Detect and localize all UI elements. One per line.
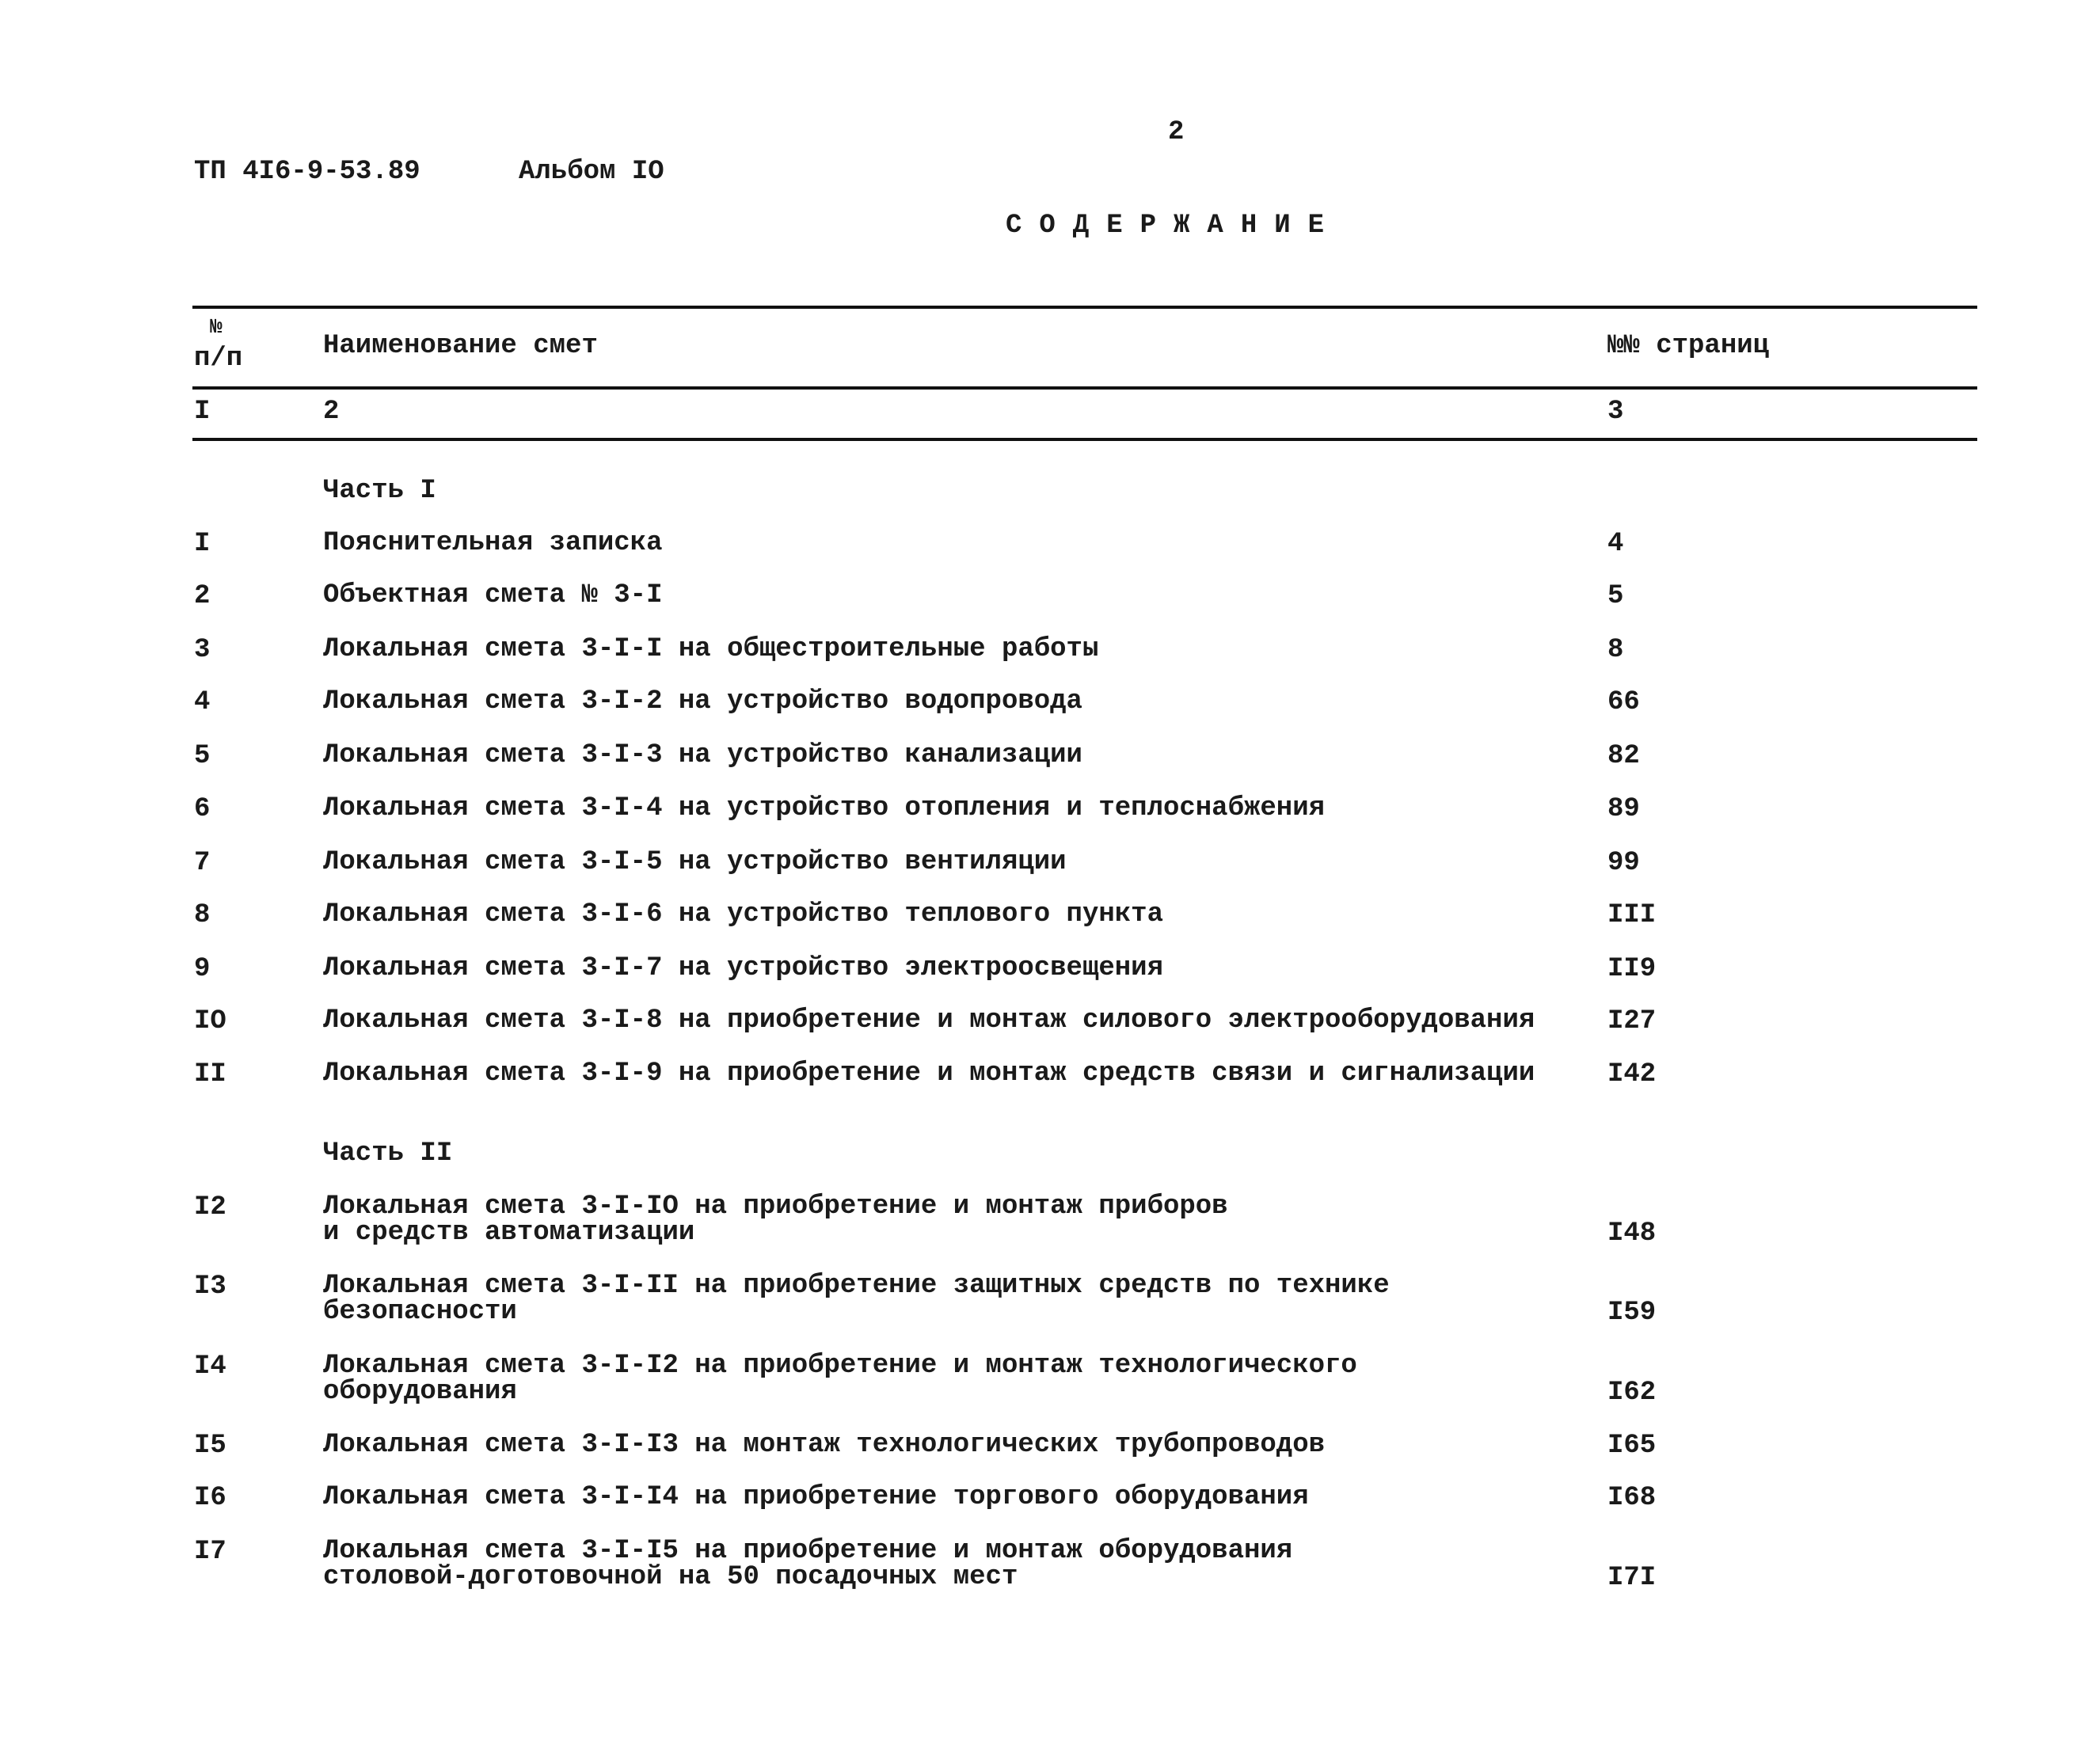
row-page: I59: [1607, 1298, 1657, 1328]
row-name: Локальная смета 3-I-I5 на приобретение и монтаж оборудования: [323, 1536, 1293, 1566]
row-number: 6: [194, 794, 211, 824]
page-number: 2: [1168, 117, 1185, 147]
row-page: II9: [1607, 954, 1657, 984]
row-name: Локальная смета 3-I-9 на приобретение и монтаж средств связи и сигнализации: [323, 1059, 1535, 1089]
row-number: II: [194, 1059, 226, 1089]
row-name: Локальная смета 3-I-5 на устройство вентиляции: [323, 847, 1067, 877]
row-number: I7: [194, 1537, 226, 1567]
section-title: Часть I: [323, 476, 436, 506]
row-number: I2: [194, 1192, 226, 1222]
row-name: Локальная смета 3-I-I3 на монтаж технологических трубопроводов: [323, 1430, 1326, 1460]
column-header-name: Наименование смет: [323, 331, 598, 361]
row-page: I48: [1607, 1218, 1657, 1249]
row-page: I27: [1607, 1006, 1657, 1036]
row-name: Локальная смета 3-I-6 на устройство теплового пункта: [323, 899, 1163, 930]
row-number: I6: [194, 1483, 226, 1513]
row-page: 82: [1607, 741, 1640, 771]
row-page: I7I: [1607, 1563, 1657, 1593]
row-number: 9: [194, 954, 211, 984]
row-page: III: [1607, 900, 1657, 930]
column-header-num-bottom: п/п: [194, 344, 243, 374]
row-name: Локальная смета 3-I-IO на приобретение и монтаж приборов: [323, 1192, 1228, 1222]
row-page: I62: [1607, 1378, 1657, 1408]
row-number: I4: [194, 1352, 226, 1382]
row-page: I42: [1607, 1059, 1657, 1089]
row-number: 8: [194, 900, 211, 930]
row-number: I5: [194, 1431, 226, 1461]
row-name: Локальная смета 3-I-4 на устройство отопления и теплоснабжения: [323, 793, 1326, 823]
section-title: Часть II: [323, 1139, 453, 1169]
row-name: столовой-доготовочной на 50 посадочных мест: [323, 1562, 1018, 1592]
row-name: Локальная смета 3-I-I2 на приобретение и монтаж технологического: [323, 1351, 1357, 1381]
row-name: Локальная смета 3-I-2 на устройство водопровода: [323, 686, 1082, 717]
row-name: Локальная смета 3-I-I на общестроительные работы: [323, 634, 1099, 664]
row-number: 5: [194, 741, 211, 771]
row-name: Объектная смета № 3-I: [323, 580, 663, 610]
table-header-rule: [192, 386, 1977, 390]
row-name: Пояснительная записка: [323, 528, 663, 558]
row-number: 7: [194, 848, 211, 878]
table-numbers-rule: [192, 438, 1977, 441]
row-name: Локальная смета 3-I-8 на приобретение и монтаж силового электрооборудования: [323, 1006, 1535, 1036]
row-page: I65: [1607, 1431, 1657, 1461]
column-number-3: 3: [1607, 397, 1624, 427]
album-label: Альбом IO: [519, 157, 664, 187]
row-page: 89: [1607, 794, 1640, 824]
table-top-rule: [192, 306, 1977, 309]
row-page: 66: [1607, 687, 1640, 717]
row-page: 5: [1607, 581, 1624, 611]
row-name: и средств автоматизации: [323, 1218, 695, 1248]
row-name: Локальная смета 3-I-II на приобретение защитных средств по технике: [323, 1271, 1390, 1301]
row-number: I3: [194, 1272, 226, 1302]
row-number: IO: [194, 1006, 226, 1036]
column-number-1: I: [194, 397, 211, 427]
column-number-2: 2: [323, 397, 340, 427]
row-page: 8: [1607, 635, 1624, 665]
row-page: I68: [1607, 1483, 1657, 1513]
row-number: 2: [194, 581, 211, 611]
page-title: СОДЕРЖАНИЕ: [1006, 211, 1342, 241]
row-name: Локальная смета 3-I-3 на устройство канализации: [323, 740, 1082, 770]
row-number: 3: [194, 635, 211, 665]
row-page: 4: [1607, 529, 1624, 559]
document-code: ТП 4I6-9-53.89: [194, 157, 420, 187]
row-name: Локальная смета 3-I-I4 на приобретение торгового оборудования: [323, 1482, 1309, 1512]
column-header-num-top: №: [210, 315, 223, 339]
row-number: 4: [194, 687, 211, 717]
row-name: оборудования: [323, 1377, 517, 1407]
row-page: 99: [1607, 848, 1640, 878]
column-header-pages: №№ страниц: [1607, 331, 1770, 361]
row-name: Локальная смета 3-I-7 на устройство электроосвещения: [323, 953, 1163, 983]
row-number: I: [194, 529, 211, 559]
row-name: безопасности: [323, 1297, 517, 1327]
